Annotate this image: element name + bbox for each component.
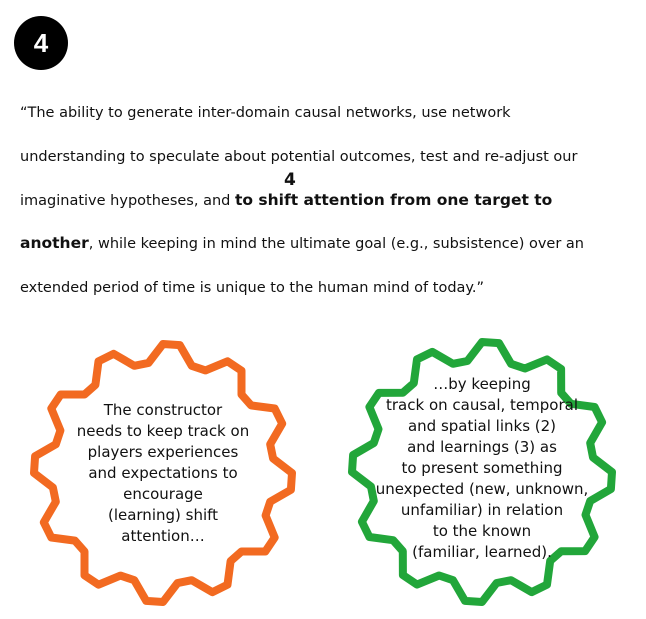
quote-line-2: understanding to speculate about potential outcomes, test and re-adjust our xyxy=(20,149,578,165)
slide-number-badge: 4 xyxy=(14,16,68,70)
right-gear-line: track on causal, temporal xyxy=(386,396,578,414)
right-gear-line: and learnings (3) as xyxy=(407,438,557,456)
quote-line-3 xyxy=(20,190,635,211)
right-gear-line: …by keeping xyxy=(433,375,531,393)
right-gear-text xyxy=(346,374,618,563)
left-gear-line: (learning) shift xyxy=(107,506,219,524)
right-gear-line: (familiar, learned). xyxy=(412,543,552,561)
left-gear-text xyxy=(28,400,298,547)
left-gear-line: and expectations to xyxy=(88,464,238,482)
right-gear-line: and spatial links (2) xyxy=(407,417,557,435)
quote-line-5: extended period of time is unique to the human mind of today.” xyxy=(20,280,485,296)
left-gear-line: players experiences xyxy=(87,443,239,461)
left-gear xyxy=(28,338,298,608)
quote-line-3-plain: imaginative hypotheses, and xyxy=(20,193,235,209)
right-gear-line: to the known xyxy=(432,522,532,540)
right-gear xyxy=(346,336,618,608)
overlay-number: 4 xyxy=(284,170,296,190)
right-gear-line: to present something xyxy=(401,459,563,477)
right-gear-line: unexpected (new, unknown, xyxy=(375,480,589,498)
left-gear-line: encourage xyxy=(123,485,203,503)
left-gear-line: attention… xyxy=(121,527,205,545)
quote-line-4-bold: another xyxy=(20,234,89,252)
quote-line-4-plain: , while keeping in mind the ultimate goal (e.g., subsistence) over an xyxy=(88,236,584,252)
left-gear-line: needs to keep track on xyxy=(76,422,250,440)
right-gear-line: unfamiliar) in relation xyxy=(400,501,564,519)
quote-line-1: “The ability to generate inter-domain causal networks, use network xyxy=(20,105,511,121)
quote-line-3-bold: to shift attention from one target to xyxy=(234,191,553,209)
left-gear-line: The constructor xyxy=(103,401,223,419)
quote-line-4 xyxy=(20,233,635,254)
